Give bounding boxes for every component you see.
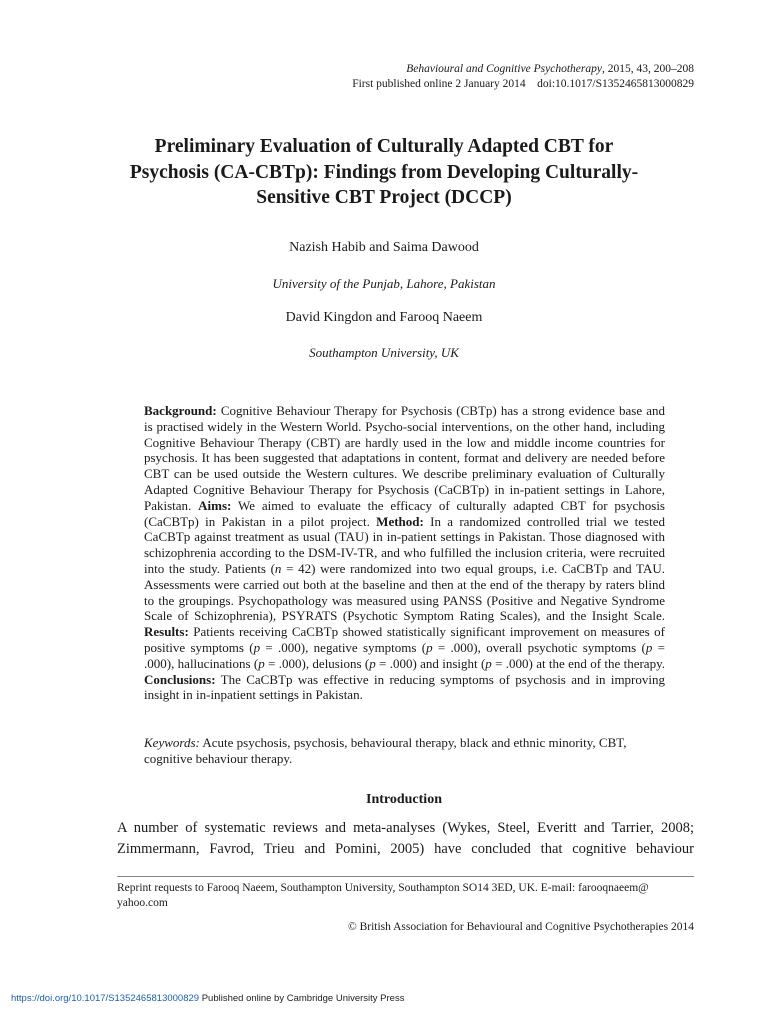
p-value: = .000) <box>491 655 533 671</box>
abstract-aims-label: Aims: <box>198 497 232 513</box>
abstract-results-text: , hallucinations ( <box>171 655 259 671</box>
journal-citation <box>406 63 694 75</box>
published-online-text: Published online by Cambridge University Press <box>199 993 405 1004</box>
publication-info <box>352 78 694 90</box>
doi-link[interactable]: https://doi.org/10.1017/S1352465813000829 <box>11 993 200 1004</box>
p-symbol: p <box>369 655 376 671</box>
p-symbol: p <box>645 639 653 655</box>
reprint-footnote: Reprint requests to Farooq Naeem, Southampton University, Southampton SO14 3ED, UK. E-mail: farooqnaeem@ yahoo.com <box>117 882 649 909</box>
introduction-heading: Introduction <box>366 792 442 807</box>
abstract-conclusions-label: Conclusions: <box>144 671 216 687</box>
published-date: First published online 2 January 2014 <box>352 78 526 90</box>
paper-title: Preliminary Evaluation of Culturally Adapted CBT for Psychosis (CA-CBTp): Findings from Developing Culturally-Sensitive CBT Project (DCCP) <box>129 136 639 208</box>
abstract-results-label: Results: <box>144 624 189 640</box>
abstract-results-text: , negative symptoms ( <box>305 639 427 655</box>
abstract-background-text: Cognitive Behaviour Therapy for Psychosis (CBTp) has a strong evidence base and is practised widely in the Western World. Psycho-social interventions, on the other hand, including Cognitive Behaviour Therapy (CBT) are hardly used in the low and middle income countries for psychosis. It has been suggested that adaptations in content, format and delivery are needed before CBT can be used outside the Western cultures. We describe preliminary evaluation of Culturally Adapted Cognitive Behaviour Therapy for Psychosis (CaCBTp) in in-patient settings in Lahore, Pakistan. <box>144 403 665 513</box>
p-symbol: p <box>426 639 433 655</box>
abstract-results-text: , overall psychotic symptoms ( <box>477 639 646 655</box>
citation-details: , 2015, 43, 200–208 <box>602 63 694 75</box>
article-doi: doi:10.1017/S1352465813000829 <box>537 78 694 90</box>
p-value: = .000) <box>264 655 306 671</box>
journal-name: Behavioural and Cognitive Psychotherapy <box>406 63 602 75</box>
p-symbol: p <box>485 655 492 671</box>
p-symbol: p <box>258 655 265 671</box>
keywords <box>144 735 665 767</box>
abstract-results-text: and insight ( <box>416 655 486 671</box>
affiliation-1: University of the Punjab, Lahore, Pakistan <box>272 276 496 291</box>
footnote-divider <box>117 876 694 877</box>
abstract-method-text: In a randomized controlled trial we tested CaCBTp against treatment as usual (TAU) in in-patient settings in Pakistan. Those diagnosed with schizophrenia according to the DSM-IV-TR, and who fulfilled the inclusion criteria, were recruited into the study. Patients ( <box>144 513 665 576</box>
introduction-text: A number of systematic reviews and meta-analyses (Wykes, Steel, Everitt and Tarrier, 2008; Zimmermann, Favrod, Trieu and Pomini, 2005) have concluded that cognitive behaviour <box>117 820 694 857</box>
keywords-label: Keywords: <box>144 735 200 750</box>
abstract <box>144 403 665 703</box>
p-value: = .000) <box>144 639 665 671</box>
author-names-1: Nazish Habib and Saima Dawood <box>289 240 479 255</box>
cambridge-footer <box>11 993 404 1004</box>
copyright-notice: © British Association for Behavioural and Cognitive Psychotherapies 2014 <box>347 921 694 933</box>
p-symbol: p <box>253 639 261 655</box>
abstract-results-text: at the end of the therapy. <box>532 655 665 671</box>
p-value: = .000) <box>260 639 306 655</box>
affiliation-2: Southampton University, UK <box>309 345 459 360</box>
abstract-aims-text: We aimed to evaluate the efficacy of culturally adapted CBT for psychosis (CaCBTp) in Pakistan in a pilot project. <box>144 497 665 529</box>
abstract-results-text: Patients receiving CaCBTp showed statistically significant improvement on measures of positive symptoms ( <box>144 624 665 655</box>
abstract-background-label: Background: <box>144 403 217 418</box>
abstract-method-text: = 42) were randomized into two equal groups, i.e. CaCBTp and TAU. Assessments were carried out both at the baseline and then at the end of the therapy by raters blind to the groupings. Psychopathology was measured using PANSS (Positive and Negative Syndrome Scale of Schizophrenia), PSYRATS (Psychotic Symptom Rating Scales), and the Insight Scale. <box>144 560 665 624</box>
keywords-text: Acute psychosis, psychosis, behavioural therapy, black and ethnic minority, CBT, cognitive behaviour therapy. <box>144 735 627 766</box>
abstract-conclusions-text: The CaCBTp was effective in reducing symptoms of psychosis and in improving insight in in-inpatient settings in Pakistan. <box>144 671 665 703</box>
p-value: = .000) <box>432 639 478 655</box>
n-symbol: n <box>274 560 282 576</box>
abstract-results-text: , delusions ( <box>305 655 370 671</box>
p-value: = .000) <box>375 655 417 671</box>
author-names-2: David Kingdon and Farooq Naeem <box>285 310 483 325</box>
abstract-method-label: Method: <box>376 513 424 529</box>
